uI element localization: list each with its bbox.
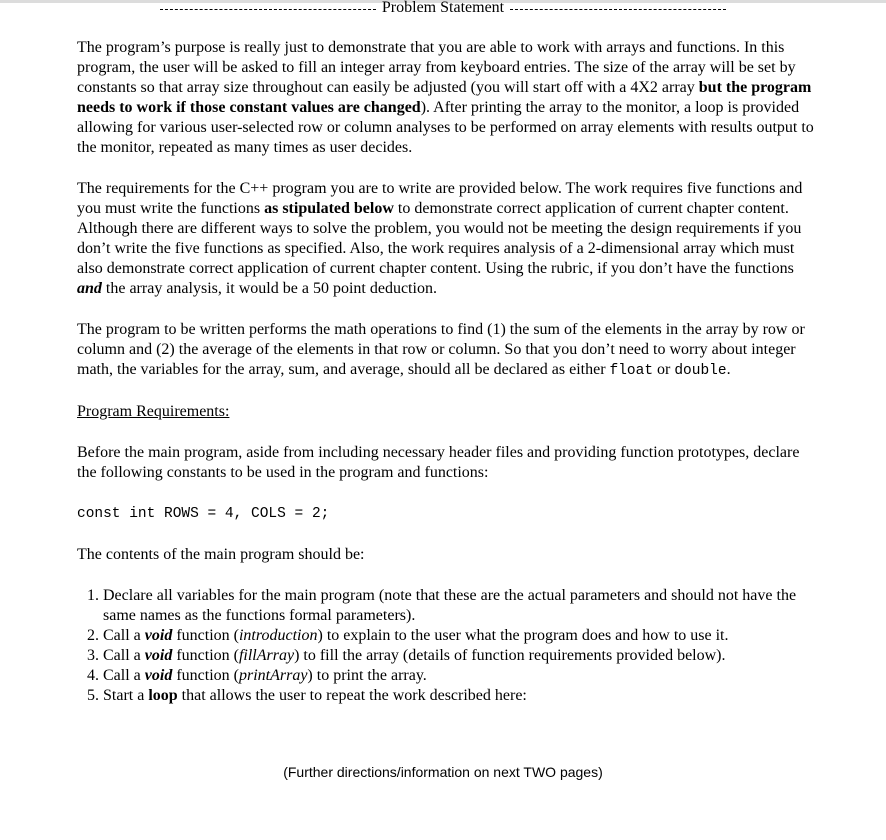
paragraph-constants: Before the main program, aside from including necessary header files and providing function prototypes, declare the following constants to be used in the program and functions: [77, 444, 800, 481]
code-double: double [674, 363, 727, 379]
paragraph-main-contents: The contents of the main program should be: [77, 546, 365, 563]
section-header [160, 0, 726, 17]
list-item: 4. Call a void function (printArray) to print the array. [103, 666, 817, 686]
list-item: 3. Call a void function (fillArray) to fill the array (details of function requirements provided below). [103, 646, 817, 666]
code-constants: const int ROWS = 4, COLS = 2; [77, 506, 330, 522]
document-body [77, 38, 817, 706]
program-requirements-heading: Program Requirements: [77, 403, 230, 420]
list-item: 1. Declare all variables for the main program (note that these are the actual parameters and should not have the same names as the functions formal parameters). [103, 586, 817, 626]
paragraph-requirements: The requirements for the C++ program you are to write are provided below. The work requires five functions and you must write the functions as stipulated below to demonstrate correct application of current chapter content. Although there are different ways to solve the problem, you would not be meeting the design requirements if you don’t write the five functions as specified. Also, the work requires analysis of a 2-dimensional array which must also demonstrate correct application of current chapter content. Using the rubric, if you don’t have the functions and the array analysis, it would be a 50 point deduction. [77, 180, 803, 297]
paragraph-math: The program to be written performs the math operations to find (1) the sum of the elements in the array by row or column and (2) the average of the elements in that row or column. So that you don’t need to worry about integer math, the variables for the array, sum, and average, should all be declared as either float or double. [77, 321, 805, 379]
code-float: float [609, 363, 654, 379]
paragraph-purpose: The program’s purpose is really just to demonstrate that you are able to work with arrays and functions. In this program, the user will be asked to fill an integer array from keyboard entries. The size of the array will be set by constants so that array size throughout can easily be adjusted (you will start off with a 4X2 array but the program needs to work if those constant values are changed). After printing the array to the monitor, a loop is provided allowing for various user-selected row or column analyses to be performed on array elements with results output to the monitor, repeated as many times as user decides. [77, 39, 814, 156]
section-title: Problem Statement [381, 0, 505, 16]
main-program-steps [77, 586, 817, 706]
bold-text: as stipulated below [264, 200, 394, 217]
list-item: 2. Call a void function (introduction) to explain to the user what the program does and how to use it. [103, 626, 817, 646]
bold-text: but the program needs to work if those constant values are changed [77, 79, 812, 116]
list-item: 5. Start a loop that allows the user to repeat the work described here: [103, 686, 817, 706]
footer-note: (Further directions/information on next TWO pages) [283, 764, 603, 780]
bold-italic-text: and [77, 280, 102, 297]
header-dashes-left [160, 9, 376, 10]
header-dashes-right [510, 9, 726, 10]
